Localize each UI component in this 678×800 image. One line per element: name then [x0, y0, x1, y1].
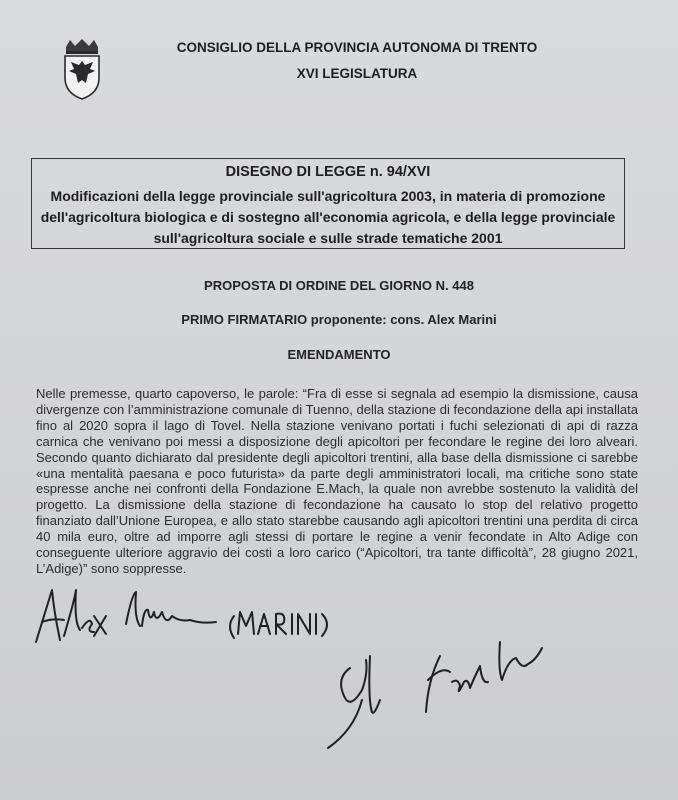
bill-subject: Modificazioni della legge provinciale sull'agricoltura 2003, in materia di promozione dell'agricoltura biologica e di sostegno all'economia agricola, e della legge provinciale sull'agricoltura sociale e sulle strade tematiche 2001: [40, 188, 616, 246]
amendment-text: Nelle premesse, quarto capoverso, le parole: “Fra di esse si segnala ad esempio la dismissione, causa divergenze con l’amministrazione comunale di Tuenno, della stazione di fecondazione della api installata fino al 2020 sopra il lago di Tovel. Nella stazione venivano portati i fuchi selezionati di api di razza carnica che venivano poi messi a disposizione degli apicoltori per fecondare le regine dei loro alveari. Secondo quanto dichiarato dal presidente degli apicoltori trentini, alla base della dismissione ci sarebbe «una mentalità paesana e poco futurista» da parte degli amministratori locali, ma critiche sono state espresse anche nei confronti della Fondazione E.Mach, la quale non avrebbe sostenuto la validità del progetto. La dismissione della stazione di fecondazione ha causato lo stop del relativo progetto finanziato dall’Unione Europea, e allo stato starebbe causando agli apicoltori trentini una perdita di circa 40 mila euro, oltre ad imporre agli stessi di portare le regine a venir fecondate in Alto Adige con conseguente ulteriore aggravio dei costi a loro carico (“Apicoltori, tra tante difficoltà”, 28 giugno 2021, L’Adige)” sono soppresse.: [36, 386, 638, 576]
institution-heading: CONSIGLIO DELLA PROVINCIA AUTONOMA DI TRENTO: [176, 40, 538, 55]
bill-title-box: [31, 158, 625, 249]
bill-title: DISEGNO DI LEGGE n. 94/XVI: [225, 164, 431, 180]
second-signature: [310, 620, 570, 755]
first-signatory: PRIMO FIRMATARIO proponente: cons. Alex Marini: [181, 312, 497, 327]
section-title: EMENDAMENTO: [287, 347, 391, 362]
agenda-proposal-title: PROPOSTA DI ORDINE DEL GIORNO N. 448: [204, 278, 474, 293]
legislature-heading: XVI LEGISLATURA: [296, 66, 418, 81]
signature-marini: [30, 582, 340, 648]
